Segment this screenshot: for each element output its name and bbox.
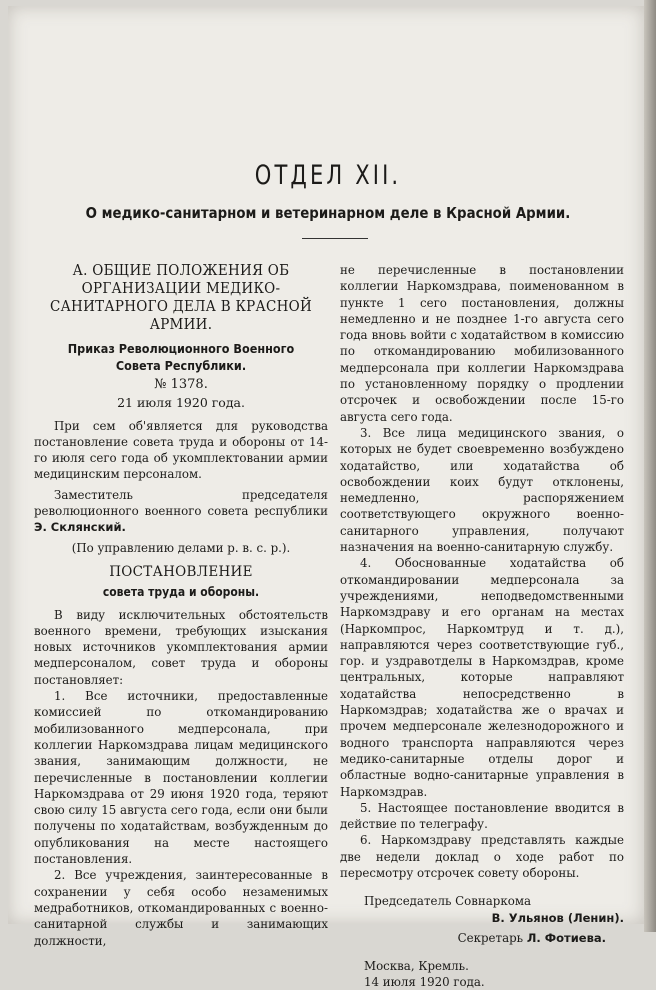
resolution-item-5: 5. Настоящее постановление вводится в действие по телеграфу. (340, 800, 624, 832)
order-date: 21 июля 1920 года. (117, 395, 245, 411)
department-title-text: ОТДЕЛ XII. (254, 160, 402, 191)
resolution-item-6: 6. Наркомздраву представлять каждые две недели доклад о ходе работ по пересмотру отсрочек совету обороны. (340, 833, 624, 880)
deputy-signature (34, 487, 328, 536)
right-column (340, 262, 624, 990)
deputy-name: Э. Склянский. (34, 520, 126, 535)
section-heading: А. ОБЩИЕ ПОЛОЖЕНИЯ ОБ ОРГАНИЗАЦИИ МЕДИКО-САНИТАРНОГО ДЕЛА В КРАСНОЙ АРМИИ. (49, 263, 313, 333)
left-column (34, 262, 328, 949)
order-intro: При сем об'является для руководства постановление совета труда и обороны от 14-го июля сего года об укомплектовании армии медицинским персоналом. (34, 418, 328, 482)
title-separator (302, 238, 368, 239)
chair-name: В. Ульянов (Ленин). (491, 910, 624, 925)
department-title (72, 160, 584, 191)
resolution-preamble: В виду исключительных обстоятельств военного времени, требующих изыскания новых источников укомплектования армии медперсоналом, совет труда и обороны постановляет: (34, 607, 328, 687)
resolution-heading: ПОСТАНОВЛЕНИЕ (109, 563, 253, 580)
signing-date: 14 июля 1920 года. (364, 975, 485, 990)
resolution-subheading: совета труда и обороны. (102, 585, 260, 600)
order-number: № 1378. (154, 377, 208, 392)
resolution-item-2-continued: не перечисленные в постановлении коллегии Наркомздрава, поименованном в пункте 1 сего постановления, должны немедленно и не позднее 1-го августа сего года вновь войти с ходатайством в комиссию по откомандированию мобилизованного медперсонала при коллегии Наркомздрава по установленному порядку о продлении отсрочек и освобождении после 15-го августа сего года. (340, 263, 624, 424)
place-date (340, 958, 624, 990)
place: Москва, Кремль. (364, 959, 469, 974)
resolution-item-3: 3. Все лица медицинского звания, о которых не будет своевременно возбуждено ходатайство, или ходатайства об освобождении коих будут отклонены, немедленно, распоряжением соответствующего окружного военно-санитарного управления, получают назначения на военно-санитарную службу. (340, 425, 624, 555)
resolution-item-2-start: 2. Все учреждения, заинтересованные в сохранении у себя особо незаменимых медработников, откомандированных с военно-санитарной службы и занимающих должности, (34, 868, 328, 948)
department-subtitle: О медико-санитарном и ветеринарном деле в Красной Армии. (85, 204, 571, 222)
secretary-name: Л. Фотиева. (526, 930, 606, 945)
department-note: (По управлению делами р. в. с. р.). (71, 540, 291, 555)
order-title: Приказ Революционного Военного Совета Республики. (67, 341, 295, 373)
secretary-title: Секретарь (457, 930, 527, 945)
secretary-line (340, 930, 624, 946)
deputy-prefix: Заместитель председателя революционного военного совета республики (34, 487, 328, 519)
chair-title: Председатель Совнаркома (364, 894, 532, 909)
resolution-item-1: 1. Все источники, предоставленные комиссией по откомандированию мобилизованного медперсонала, при коллегии Наркомздрава лицам медицинского звания, занимающим должности, не перечисленные в постановлении коллегии Наркомздрава от 29 июня 1920 года, теряют свою силу 15 августа сего года, если они были получены по ходатайствам, возбужденным до опубликования на месте настоящего постановления. (34, 689, 328, 867)
page-edge (644, 0, 656, 932)
resolution-item-4: 4. Обоснованные ходатайства об откомандировании медперсонала за учреждениями, неподведомственными Наркомздраву и его органам на местах (Наркомпрос, Наркомтруд и т. д.), направляются через соответствующие губ., гор. и уздравотделы в Наркомздрав, кроме центральных, которые направляют ходатайства непосредственно в Наркомздрав; ходатайства же о врачах и прочем медперсонале железнодорожного и водного транспорта направляются через медико-санитарные отделы дорог и областные водно-санитарные управления в Наркомздрав. (340, 556, 624, 799)
signatures (340, 893, 624, 946)
